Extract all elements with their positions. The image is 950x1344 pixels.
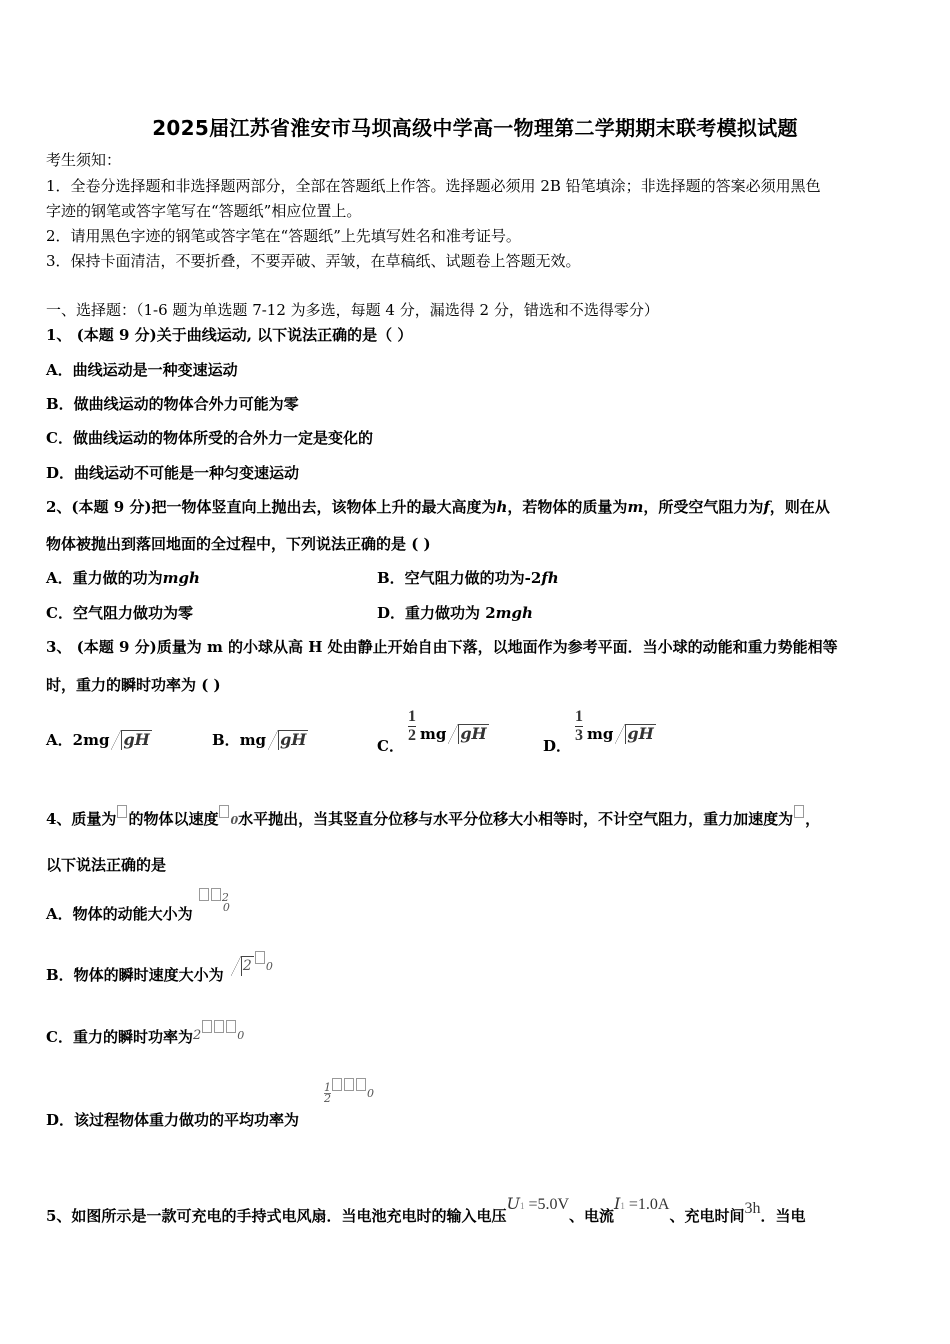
q1-stem: 1、 (本题 9 分)关于曲线运动, 以下说法正确的是（ ） [46, 326, 413, 344]
missing-glyph-icon [211, 888, 221, 901]
q4-option-d-expr [324, 1078, 374, 1104]
page-title: 2025届江苏省淮安市马坝高级中学高一物理第二学期期末联考模拟试题 [152, 116, 798, 140]
q2-option-d [377, 603, 533, 623]
q2-option-a-value: mgh [162, 569, 200, 587]
q4-option-d-den: 2 [324, 1091, 331, 1105]
sqrt-icon [268, 728, 308, 750]
q3-stem: 3、 (本题 9 分)质量为 m 的小球从高 H 处由静止开始自由下落，以地面作为参考平面．当小球的动能和重力势能相等 [46, 638, 838, 656]
q5-stem-post: ．当电 [760, 1207, 806, 1225]
missing-glyph-icon [199, 888, 209, 901]
q1-option-c: C．做曲线运动的物体所受的合外力一定是变化的 [46, 429, 373, 447]
notice-item-1b: 字迹的钢笔或答字笔写在“答题纸”相应位置上。 [46, 202, 362, 220]
q2-var-m: m [627, 498, 644, 516]
q3-option-c [377, 708, 489, 755]
q2-option-b-value: fh [541, 569, 559, 587]
q2-option-b [377, 568, 559, 588]
q3-option-c-fraction [408, 708, 416, 745]
q5-current-expr [614, 1195, 669, 1213]
missing-glyph-icon [214, 1020, 224, 1033]
q4-option-d-sub: 0 [367, 1087, 374, 1100]
notice-item-2: 2．请用黑色字迹的钢笔或答字笔在“答题纸”上先填写姓名和准考证号。 [46, 227, 521, 245]
q4-stem-mid2: 水平抛出，当其竖直分位移与水平分位移大小相等时，不计空气阻力，重力加速度为 [238, 810, 794, 828]
q1-option-a: A．曲线运动是一种变速运动 [46, 361, 238, 379]
q4-stem-line2: 以下说法正确的是 [46, 856, 167, 874]
q4-option-b [46, 958, 273, 987]
notice-item-3: 3．保持卡面清洁，不要折叠，不要弄破、弄皱，在草稿纸、试题卷上答题无效。 [46, 252, 581, 270]
missing-glyph-icon [202, 1020, 212, 1033]
q4-option-b-text: B．物体的瞬时速度大小为 [46, 966, 224, 984]
q4-stem-pre: 4、质量为 [46, 810, 117, 828]
q3-option-b [212, 728, 308, 750]
missing-glyph-icon [219, 805, 229, 818]
q3-option-c-label: C． [377, 736, 404, 755]
sqrt-icon [615, 722, 655, 744]
q4-option-d-text: D．该过程物体重力做功的平均功率为 [46, 1111, 300, 1129]
q4-option-a-sup: 2 [221, 891, 229, 904]
q5-stem [46, 1194, 806, 1228]
q4-option-c-sub: 0 [237, 1029, 245, 1042]
q3-option-a-radicand: gH [123, 730, 150, 749]
q3-option-d-coef: mg [587, 724, 614, 743]
missing-glyph-icon [117, 805, 127, 818]
notice-item-1a: 1．全卷分选择题和非选择题两部分，全部在答题纸上作答。选择题必须用 2B 铅笔填涂；非选择题的答案必须用黑色 [46, 177, 821, 195]
q5-var-u: U [506, 1194, 520, 1213]
q3-option-b-radicand: gH [280, 730, 307, 749]
sqrt-icon [111, 728, 151, 750]
q3-option-d-fraction [575, 708, 583, 745]
q2-stem-pre: 2、(本题 9 分)把一物体竖直向上抛出去，该物体上升的最大高度为 [46, 498, 497, 516]
q5-var-i: I [614, 1194, 621, 1213]
q3-option-c-radicand: gH [460, 723, 487, 743]
q4-v0-subscript: 0 [230, 814, 239, 827]
sqrt-icon [231, 954, 254, 975]
q3-option-a-coef: 2mg [72, 731, 110, 749]
q3-option-d-den: 3 [575, 727, 584, 744]
q5-stem-mid2: 、充电时间 [669, 1207, 745, 1225]
sqrt-icon [448, 722, 488, 744]
q2-option-a-text: A．重力做的功为 [46, 569, 163, 587]
notice-header: 考生须知： [46, 151, 122, 169]
q3-option-c-num: 1 [407, 708, 416, 725]
q2-option-d-value: mgh [495, 604, 533, 622]
q4-stem-post: ， [805, 810, 821, 828]
q4-option-d-fraction [324, 1080, 331, 1105]
q2-stem-post: ，则在从 [769, 498, 830, 516]
q4-stem [46, 805, 820, 831]
q2-option-a [46, 568, 200, 588]
q5-voltage-expr [506, 1195, 569, 1213]
q2-var-h: h [496, 498, 508, 516]
q5-time-value: 3h [744, 1200, 761, 1217]
q4-option-a-sub: 0 [222, 901, 230, 914]
q4-option-b-sub: 0 [265, 960, 273, 973]
section-heading: 一、选择题：（1-6 题为单选题 7-12 为多选，每题 4 分，漏选得 2 分，错选和不选得零分） [46, 301, 659, 319]
q2-stem-mid1: ，若物体的质量为 [507, 498, 628, 516]
missing-glyph-icon [356, 1078, 366, 1091]
q3-stem-line2: 时，重力的瞬时功率为 ( ) [46, 676, 221, 694]
missing-glyph-icon [332, 1078, 342, 1091]
q5-var-u-sub: 1 [519, 1201, 525, 1211]
q4-option-a-expr [198, 891, 236, 914]
missing-glyph-icon [344, 1078, 354, 1091]
q4-option-d [46, 1110, 299, 1130]
q3-option-a-label: A． [46, 731, 73, 749]
q2-option-b-text: B．空气阻力做的功为-2 [377, 569, 542, 587]
q3-option-c-coef: mg [419, 724, 447, 743]
q3-option-b-label: B． [212, 731, 240, 749]
q2-option-d-text: D．重力做功为 2 [377, 604, 496, 622]
q4-stem-mid1: 的物体以速度 [128, 810, 219, 828]
q2-var-f: f [763, 498, 770, 516]
q3-option-a [46, 728, 152, 750]
q3-option-d-label: D． [543, 736, 572, 755]
q5-voltage-value: =5.0V [528, 1196, 570, 1213]
q5-var-i-sub: 1 [620, 1201, 625, 1211]
q5-current-value: =1.0A [628, 1196, 670, 1213]
q5-stem-mid1: 、电流 [569, 1207, 615, 1225]
q2-option-c: C．空气阻力做功为零 [46, 604, 193, 622]
q3-option-c-den: 2 [407, 727, 416, 744]
missing-glyph-icon [255, 951, 265, 964]
q2-stem-mid2: ，所受空气阻力为 [643, 498, 764, 516]
q4-option-d-num: 1 [324, 1080, 331, 1094]
q4-option-b-expr [229, 956, 273, 974]
q4-option-c-coef: 2 [192, 1028, 202, 1043]
q5-stem-pre: 5、如图所示是一款可充电的手持式电风扇．当电池充电时的输入电压 [46, 1207, 507, 1225]
q4-option-c-text: C．重力的瞬时功率为 [46, 1028, 193, 1046]
q4-option-b-radicand: 2 [242, 958, 252, 974]
q3-option-d-num: 1 [575, 708, 584, 725]
missing-glyph-icon [794, 805, 804, 818]
q1-option-d: D．曲线运动不可能是一种匀变速运动 [46, 464, 300, 482]
q4-option-c-expr [193, 1025, 244, 1043]
q4-option-a [46, 891, 236, 926]
missing-glyph-icon [226, 1020, 236, 1033]
q4-option-c [46, 1023, 244, 1049]
q4-option-a-text: A．物体的动能大小为 [46, 905, 193, 923]
q3-option-d-radicand: gH [627, 723, 654, 743]
q2-stem [46, 497, 830, 517]
q2-stem-line2: 物体被抛出到落回地面的全过程中，下列说法正确的是 ( ) [46, 535, 431, 553]
q3-option-d [543, 708, 656, 755]
q1-option-b: B．做曲线运动的物体合外力可能为零 [46, 395, 299, 413]
q3-option-b-coef: mg [239, 731, 267, 749]
